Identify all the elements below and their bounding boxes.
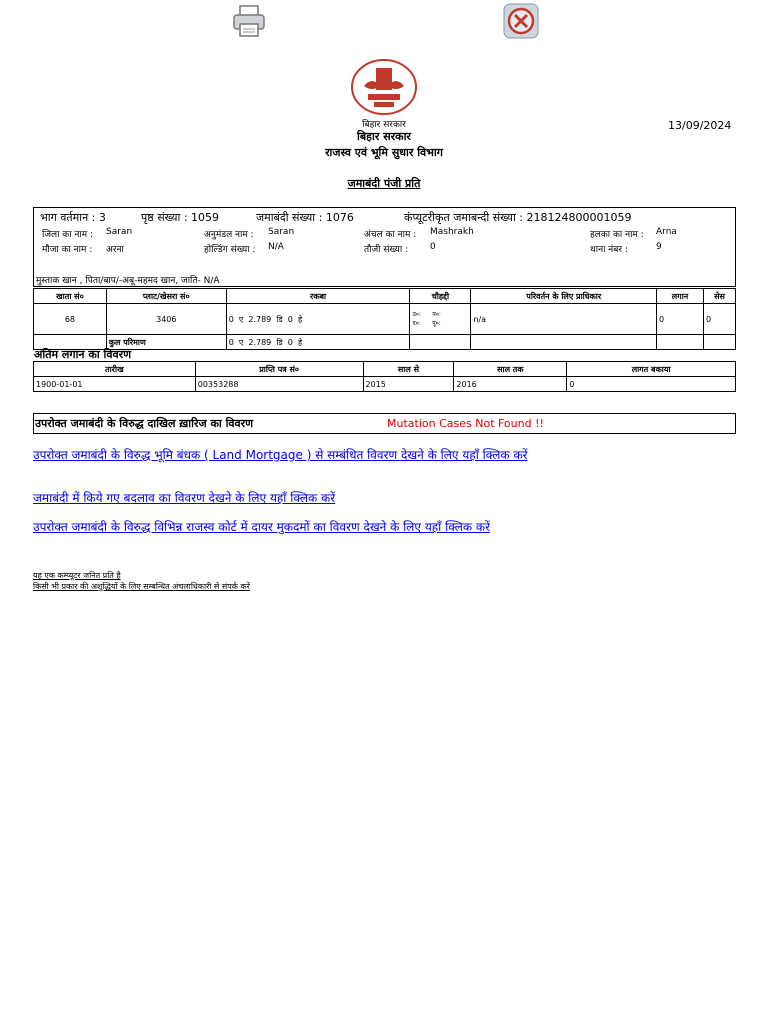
rent-date: 1900-01-01 <box>34 377 196 392</box>
authority-cell: n/a <box>471 304 657 335</box>
computer-generated-note: यह एक कम्प्यूटर जनित प्रति है <box>33 571 121 580</box>
print-button[interactable] <box>230 2 268 40</box>
mauja-value: अरना <box>106 245 124 255</box>
halka-label: हलका का नाम : <box>590 230 644 240</box>
close-circle-icon <box>502 2 540 40</box>
emblem-caption: बिहार सरकार <box>362 120 406 130</box>
bhag-text: भाग वर्तमान : 3 <box>40 211 106 224</box>
govt-title: बिहार सरकार <box>357 130 411 143</box>
land-table-header <box>34 289 736 304</box>
doc-title-wrap <box>0 176 768 191</box>
col-plot: प्लाट/खेसरा सं० <box>106 289 226 304</box>
holding-value: N/A <box>268 242 284 252</box>
close-button[interactable] <box>502 2 540 40</box>
khata-cell: 68 <box>34 304 107 335</box>
thana-value: 9 <box>656 242 662 252</box>
table-row <box>34 304 736 335</box>
ses-cell: 0 <box>703 304 735 335</box>
col-chauhaddi: चौहद्दी <box>410 289 471 304</box>
subdivision-label: अनुमंडल नाम : <box>204 230 254 240</box>
west-label: प०: <box>432 311 441 318</box>
rent-year-to: 2016 <box>454 377 567 392</box>
doc-title: जमाबंदी पंजी प्रति <box>347 177 421 190</box>
empty-cell <box>471 335 657 350</box>
north-label: उ०: <box>412 311 421 318</box>
print-date: 13/09/2024 <box>668 119 732 132</box>
tauzi-label: तौजी संख्या : <box>364 245 409 255</box>
col-year-to: साल तक <box>454 362 567 377</box>
rent-table-header <box>34 362 736 377</box>
empty-cell <box>410 335 471 350</box>
district-label: जिला का नाम : <box>42 230 94 240</box>
prishth-text: पृष्ठ संख्या : 1059 <box>141 211 220 224</box>
rakba-cell: 0 ए 2.789 डि 0 हे <box>226 304 410 335</box>
empty-cell <box>657 335 704 350</box>
col-rakba: रकबा <box>226 289 410 304</box>
raiyat-name: मुस्ताक खान , पिता/बाप/-अबू-महमद खान, जाति- N/A <box>36 276 220 286</box>
mutation-status: Mutation Cases Not Found !! <box>387 417 544 430</box>
mutation-label: उपरोक्त जमाबंदी के विरुद्ध दाखिल ख़ारिज का विवरण <box>35 417 254 430</box>
col-lagan: लगान <box>657 289 704 304</box>
tauzi-value: 0 <box>430 242 436 252</box>
land-table <box>33 288 736 350</box>
printer-icon <box>230 2 268 40</box>
mauja-label: मौजा का नाम : <box>42 245 93 255</box>
col-date: तारीख <box>34 362 196 377</box>
rent-dues: 0 <box>567 377 736 392</box>
total-row <box>34 335 736 350</box>
rent-table <box>33 361 736 392</box>
col-year-from: साल से <box>363 362 454 377</box>
rent-title: अंतिम लगान का विवरण <box>34 348 132 361</box>
south-label: द०: <box>412 320 421 327</box>
subdivision-value: Saran <box>268 227 295 237</box>
computer-jamabandi-text: कंप्यूटरीकृत जमाबन्दी संख्या : 218124800001059 <box>404 211 632 224</box>
circle-value: Mashrakh <box>430 227 474 237</box>
dept-title: राजस्व एवं भूमि सुधार विभाग <box>325 146 443 159</box>
total-rakba: 0 ए 2.789 डि 0 हे <box>226 335 410 350</box>
circle-label: अंचल का नाम : <box>364 230 417 240</box>
halka-value: Arna <box>656 227 677 237</box>
thana-label: थाना नंबर : <box>590 245 628 255</box>
district-value: Saran <box>106 227 133 237</box>
court-cases-link[interactable]: उपरोक्त जमाबंदी के विरुद्ध विभिन्न राजस्व कोर्ट में दायर मुकदमों का विवरण देखने के लिए यहाँ क्लिक करें <box>33 520 491 534</box>
jamabandi-changes-link[interactable]: जमाबंदी में किये गए बदलाव का विवरण देखने के लिए यहाँ क्लिक करें <box>33 491 336 505</box>
land-mortgage-link[interactable]: उपरोक्त जमाबंदी के विरुद्ध भूमि बंधक ( Land Mortgage ) से सम्बंधित विवरण देखने के लिए यहाँ क्लिक करें <box>33 448 528 462</box>
chauhaddi-cell <box>410 304 471 335</box>
table-row <box>34 377 736 392</box>
empty-cell <box>703 335 735 350</box>
bihar-emblem <box>350 58 418 116</box>
total-label: कुल परिमाण <box>106 335 226 350</box>
rent-year-from: 2015 <box>363 377 454 392</box>
east-label: पू०: <box>432 320 441 327</box>
rent-receipt: 00353288 <box>195 377 363 392</box>
holding-label: होल्डिंग संख्या : <box>204 245 256 255</box>
jamabandi-text: जमाबंदी संख्या : 1076 <box>256 211 354 224</box>
col-dues: लागत बकाया <box>567 362 736 377</box>
lagan-cell: 0 <box>657 304 704 335</box>
col-receipt: प्राप्ति पत्र सं० <box>195 362 363 377</box>
plot-cell: 3406 <box>106 304 226 335</box>
col-authority: परिवर्तन के लिए प्राधिकार <box>471 289 657 304</box>
col-khata: खाता सं० <box>34 289 107 304</box>
col-ses: सेस <box>703 289 735 304</box>
contact-officer-note: किसी भी प्रकार की अशुद्धियों के लिए सम्बन्धित अंचलाधिकारी से संपर्क करें <box>33 582 250 591</box>
